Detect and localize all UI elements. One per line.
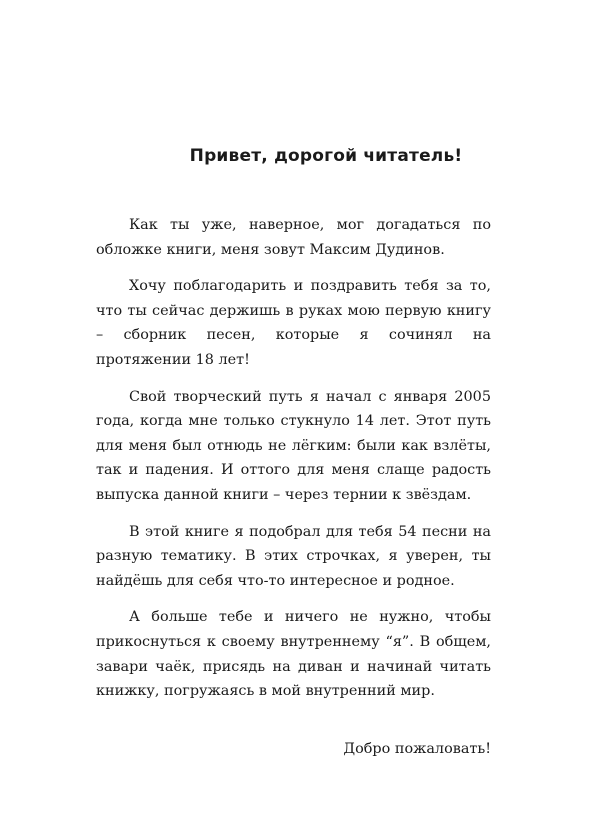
paragraph-2: Хочу поблагодарить и поздравить тебя за то, что ты сейчас держишь в руках мою первую книгу – сборник песен, которые я сочинял на протяжении 18 лет! — [96, 278, 491, 368]
closing-line: Добро пожаловать! — [343, 741, 491, 757]
letter-body — [96, 213, 491, 716]
paragraph-1: Как ты уже, наверное, мог догадаться по обложке книги, меня зовут Максим Дудинов. — [96, 217, 491, 258]
page-title: Привет, дорогой читатель! — [189, 146, 463, 166]
paragraph-5: А больше тебе и ничего не нужно, чтобы прикоснуться к своему внутреннему “я”. В общем, завари чаёк, присядь на диван и начинай читать книжку, погружаясь в мой внутренний мир. — [96, 609, 491, 700]
paragraph-4: В этой книге я подобрал для тебя 54 песни на разную тематику. В этих строчках, я уверен, ты найдёшь для себя что-то интересное и родное. — [96, 523, 491, 589]
paragraph-3: Свой творческий путь я начал с января 2005 года, когда мне только стукнуло 14 лет. Этот путь для меня был отнюдь не лёгким: были как взлёты, так и падения. И оттого для меня слаще радость выпуска данной книги – через тернии к звёздам. — [96, 388, 491, 503]
